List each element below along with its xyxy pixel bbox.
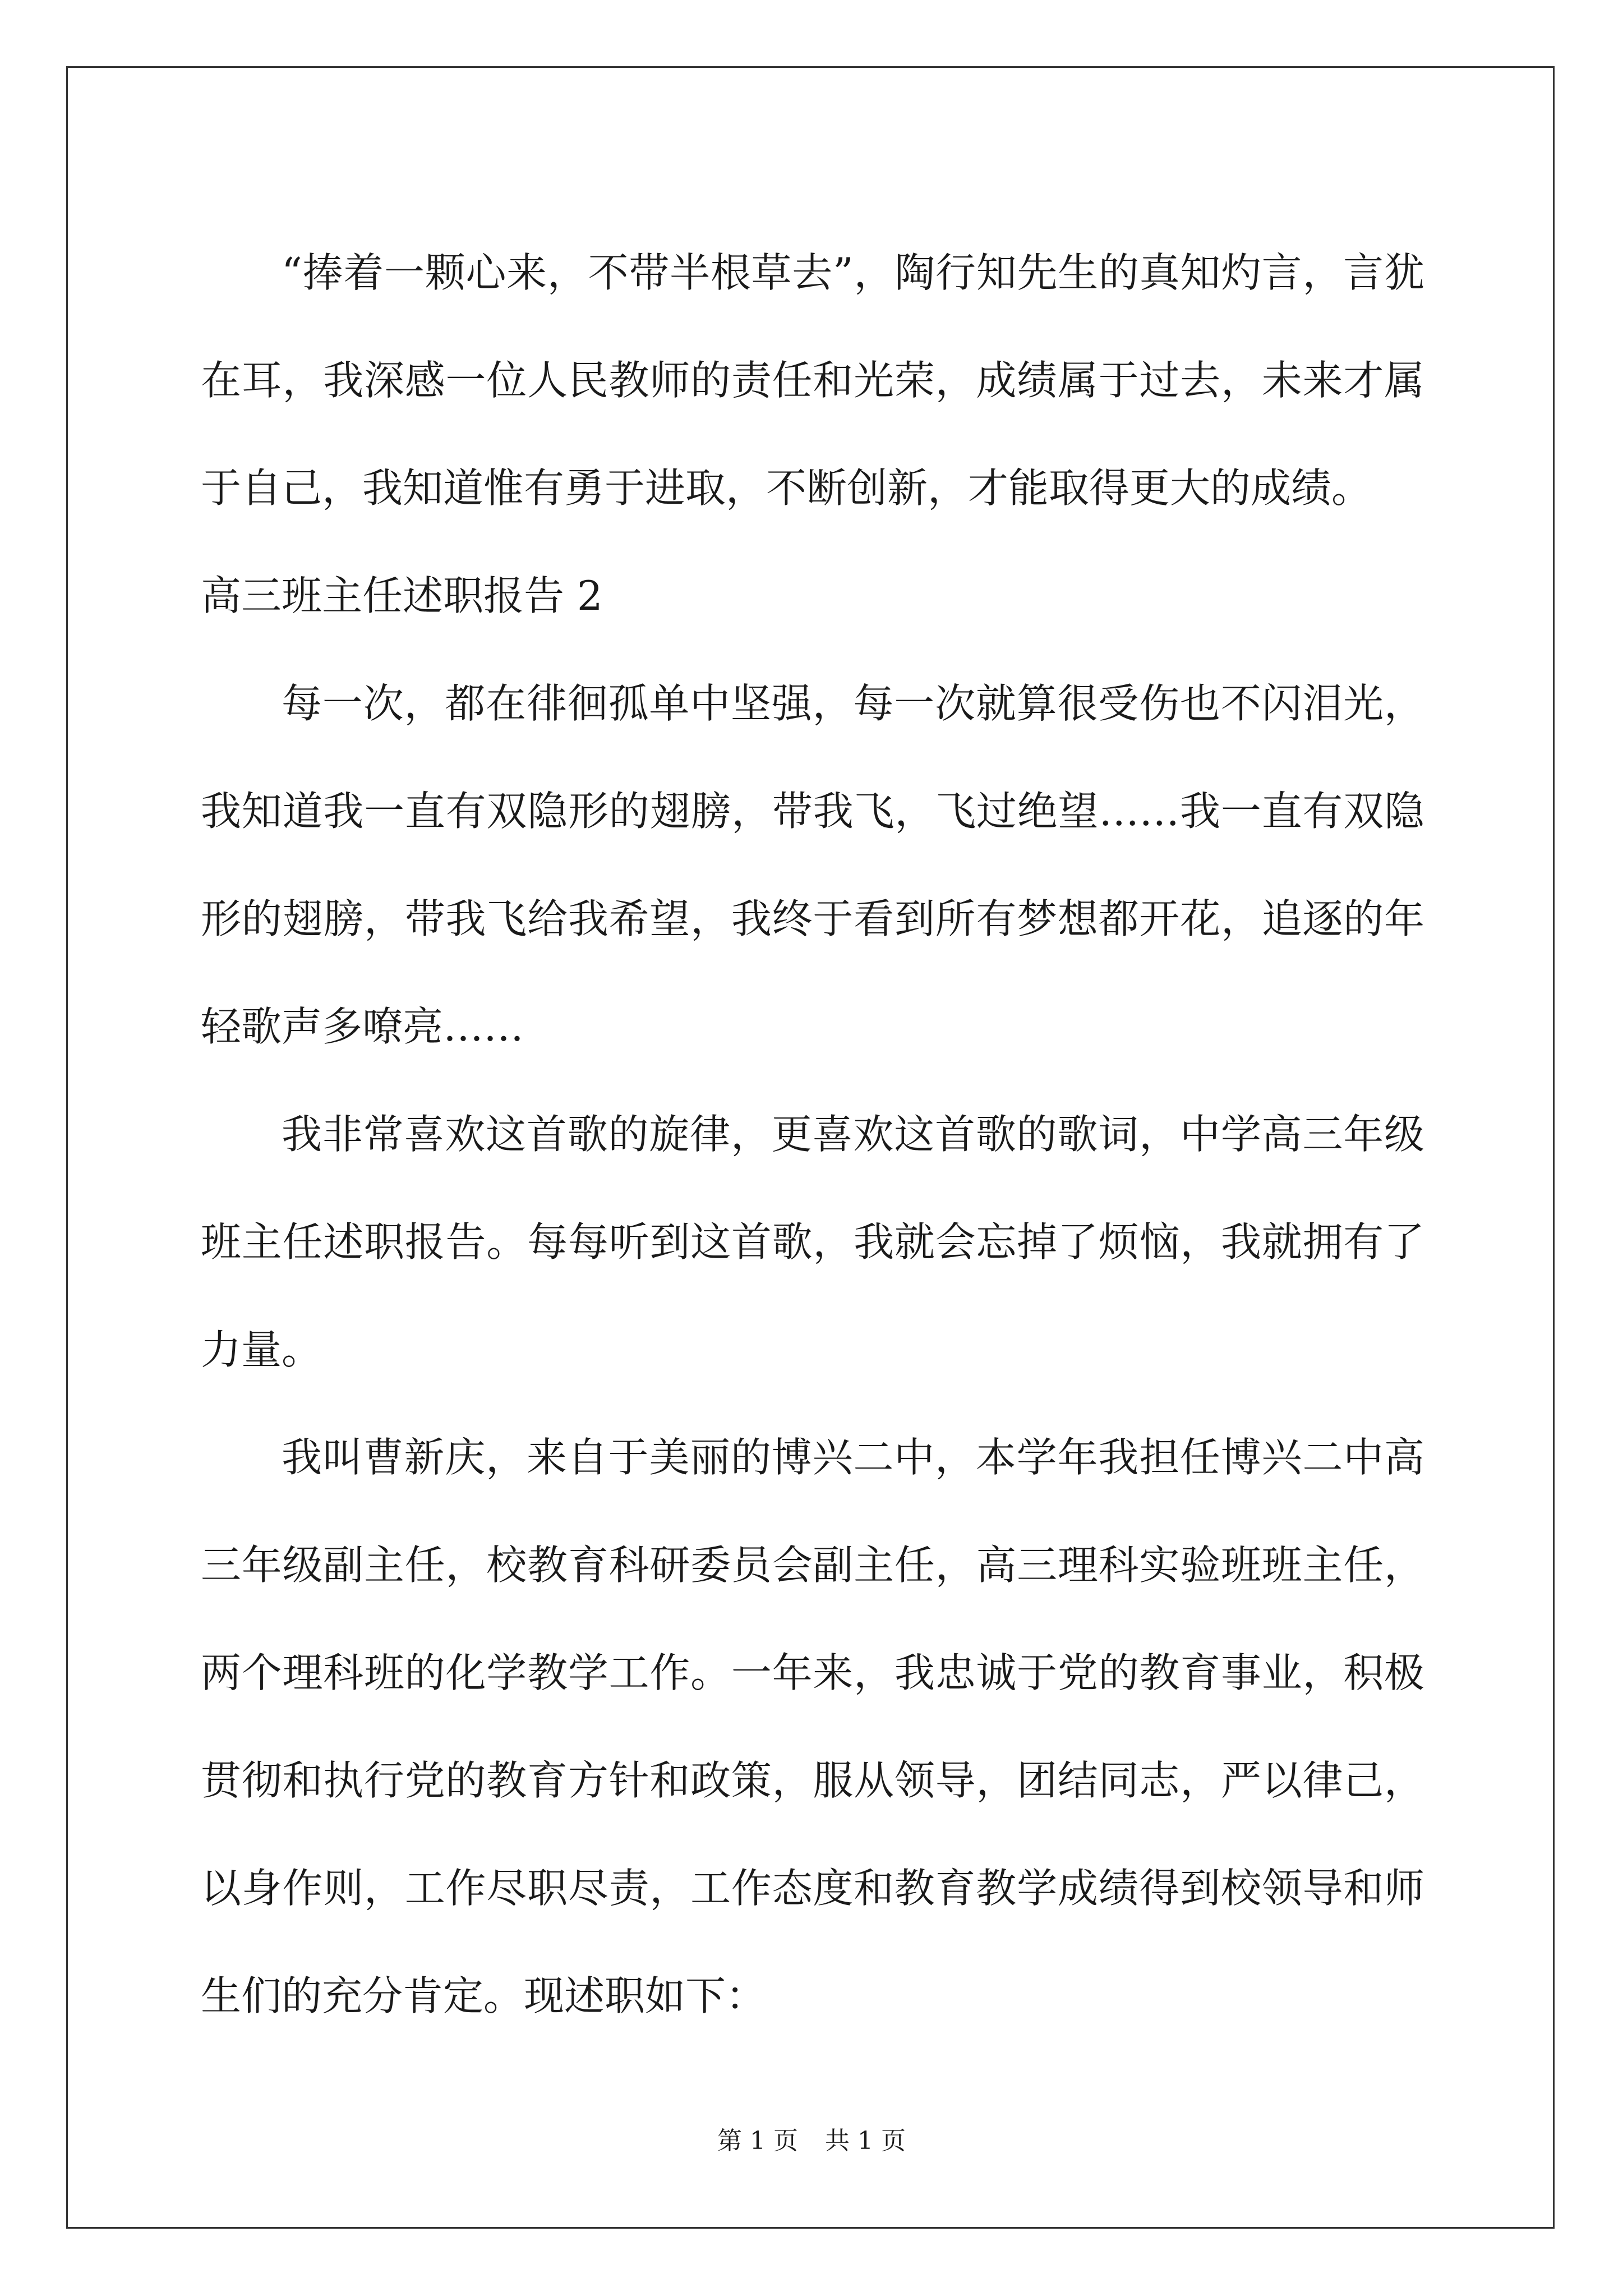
section-heading: 高三班主任述职报告 2 xyxy=(201,572,603,619)
paragraph-line: 我知道我一直有双隐形的翅膀，带我飞，飞过绝望……我一直有双隐 xyxy=(201,788,1424,835)
paragraph-line: 生们的充分肯定。现述职如下： xyxy=(201,1972,767,2019)
paragraph-line: 每一次，都在徘徊孤单中坚强，每一次就算很受伤也不闪泪光， xyxy=(282,680,1424,727)
paragraph-line: 三年级副主任，校教育科研委员会副主任，高三理科实验班班主任， xyxy=(201,1542,1424,1589)
page-number: 第 1 页 xyxy=(717,2127,798,2155)
paragraph-line: 轻歌声多嘹亮…… xyxy=(201,1003,524,1050)
paragraph-line: 贯彻和执行党的教育方针和政策，服从领导，团结同志，严以律己， xyxy=(201,1757,1424,1804)
page-footer xyxy=(0,2120,1623,2156)
paragraph-line: 在耳，我深感一位人民教师的责任和光荣，成绩属于过去，未来才属 xyxy=(201,357,1424,404)
paragraph-line: 班主任述职报告。每每听到这首歌，我就会忘掉了烦恼，我就拥有了 xyxy=(201,1218,1424,1266)
page-total: 共 1 页 xyxy=(825,2127,906,2155)
paragraph-line: “捧着一颗心来，不带半根草去”，陶行知先生的真知灼言，言犹 xyxy=(282,249,1424,296)
paragraph-line: 以身作则，工作尽职尽责，工作态度和教育教学成绩得到校领导和师 xyxy=(201,1865,1424,1912)
paragraph-line: 我非常喜欢这首歌的旋律，更喜欢这首歌的歌词，中学高三年级 xyxy=(282,1111,1424,1158)
paragraph-line: 力量。 xyxy=(201,1326,322,1373)
paragraph-line: 形的翅膀，带我飞给我希望，我终于看到所有梦想都开花，追逐的年 xyxy=(201,895,1424,942)
paragraph-line: 我叫曹新庆，来自于美丽的博兴二中，本学年我担任博兴二中高 xyxy=(282,1434,1424,1481)
paragraph-line: 两个理科班的化学教学工作。一年来，我忠诚于党的教育事业，积极 xyxy=(201,1649,1424,1696)
paragraph-line: 于自己，我知道惟有勇于进取，不断创新，才能取得更大的成绩。 xyxy=(201,464,1372,512)
document-body xyxy=(201,219,1424,2050)
